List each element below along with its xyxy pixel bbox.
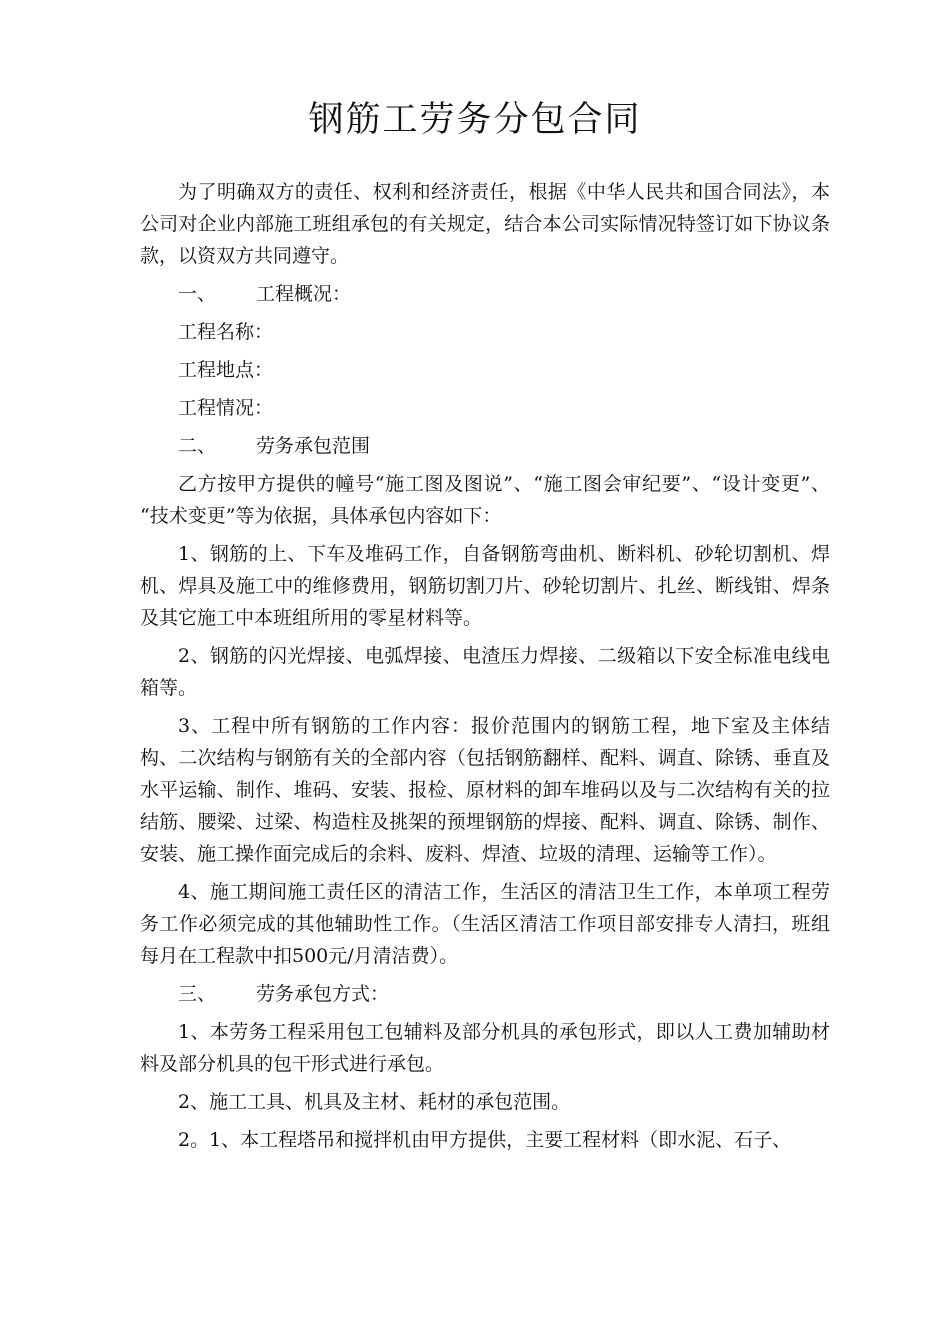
scope-item-1: 1、钢筋的上、下车及堆码工作，自备钢筋弯曲机、断料机、砂轮切割机、焊机、焊具及施工中的维修费用，钢筋切割刀片、砂轮切割片、扎丝、断线钳、焊条及其它施工中本班组所用的零星材料等。 (140, 543, 830, 629)
section-heading-mode (140, 978, 830, 1010)
section-title: 工程概况： (256, 283, 352, 305)
section-heading-overview (140, 278, 830, 310)
scope-intro-paragraph: 乙方按甲方提供的幢号“施工图及图说”、“施工图会审纪要”、“设计变更”、 “技术变更”等为依据，具体承包内容如下： (140, 473, 830, 527)
scope-item-4: 4、施工期间施工责任区的清洁工作，生活区的清洁卫生工作，本单项工程劳务工作必须完成的其他辅助性工作。（生活区清洁工作项目部安排专人清扫，班组每月在工程款中扣500元/月清洁费）。 (140, 881, 830, 967)
project-name-field: 工程名称： (178, 321, 274, 343)
mode-item-2: 2、施工工具、机具及主材、耗材的承包范围。 (178, 1091, 571, 1113)
section-title: 劳务承包方式： (256, 983, 390, 1005)
section-number: 三、 (178, 983, 217, 1005)
intro-paragraph: 为了明确双方的责任、权利和经济责任，根据《中华人民共和国合同法》，本公司对企业内部施工班组承包的有关规定，结合本公司实际情况特签订如下协议条款，以资双方共同遵守。 (140, 181, 830, 267)
project-location-field: 工程地点： (178, 359, 274, 381)
project-status-field: 工程情况： (178, 397, 274, 419)
mode-item-1: 1、本劳务工程采用包工包辅料及部分机具的承包形式，即以人工费加辅助材料及部分机具的包干形式进行承包。 (140, 1021, 830, 1075)
document-title: 钢筋工劳务分包合同 (308, 100, 642, 140)
mode-item-2-1: 2。1、本工程塔吊和搅拌机由甲方提供，主要工程材料（即水泥、石子、 (178, 1129, 792, 1151)
document-body (140, 176, 830, 1162)
scope-item-2: 2、钢筋的闪光焊接、电弧焊接、电渣压力焊接、二级箱以下安全标准电线电箱等。 (140, 645, 830, 699)
section-heading-scope (140, 430, 830, 462)
scope-item-3: 3、工程中所有钢筋的工作内容：报价范围内的钢筋工程，地下室及主体结构、二次结构与钢筋有关的全部内容（包括钢筋翻样、配料、调直、除锈、垂直及水平运输、制作、堆码、安装、报检、原材料的卸车堆码以及与二次结构有关的拉结筋、腰梁、过梁、构造柱及挑架的预埋钢筋的焊接、配料、调直、除锈、制作、安装、施工操作面完成后的余料、废料、焊渣、垃圾的清理、运输等工作）。 (140, 715, 830, 865)
section-title: 劳务承包范围 (256, 435, 371, 457)
section-number: 二、 (178, 435, 217, 457)
section-number: 一、 (178, 283, 217, 305)
